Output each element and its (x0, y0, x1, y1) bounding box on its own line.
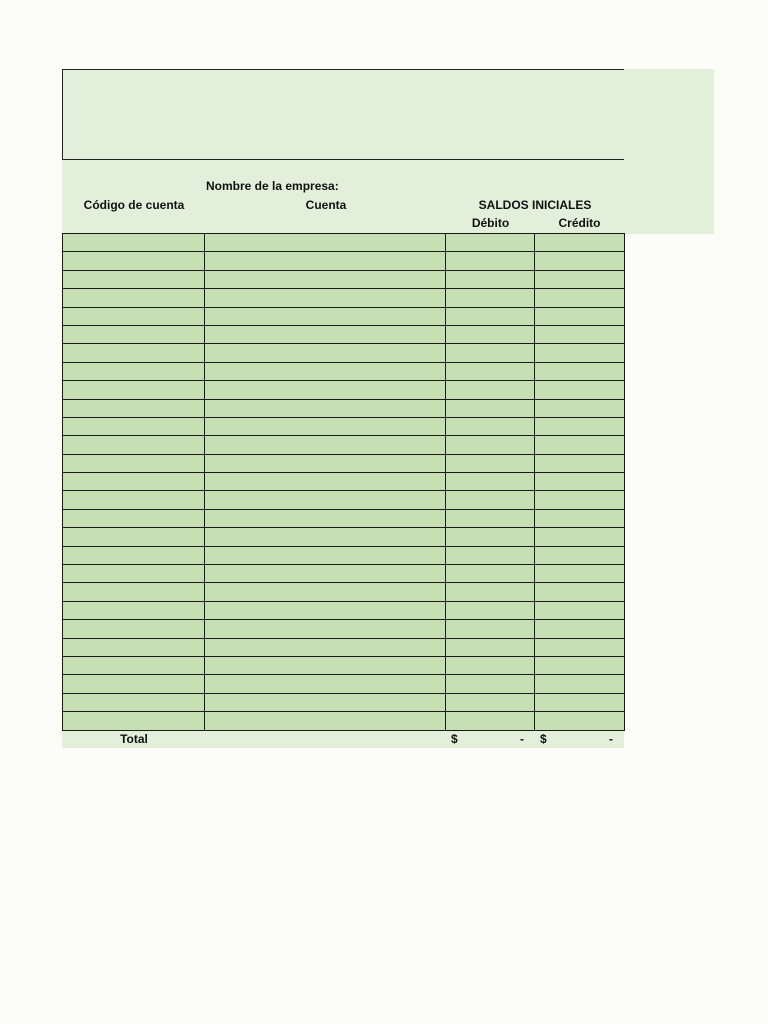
account-name-cell[interactable] (205, 473, 445, 491)
debit-cell[interactable] (445, 675, 535, 693)
debit-cell[interactable] (445, 509, 535, 527)
credit-cell[interactable] (535, 583, 625, 601)
credit-cell[interactable] (535, 693, 625, 711)
credit-cell[interactable] (535, 234, 625, 252)
credit-cell[interactable] (535, 362, 625, 380)
account-name-cell[interactable] (205, 565, 445, 583)
credit-cell[interactable] (535, 656, 625, 674)
account-name-cell[interactable] (205, 270, 445, 288)
credit-cell[interactable] (535, 473, 625, 491)
account-code-cell[interactable] (63, 620, 205, 638)
debit-cell[interactable] (445, 307, 535, 325)
debit-cell[interactable] (445, 528, 535, 546)
table-row (63, 528, 625, 546)
account-code-cell[interactable] (63, 491, 205, 509)
account-code-cell[interactable] (63, 565, 205, 583)
table-row (63, 381, 625, 399)
account-name-cell[interactable] (205, 362, 445, 380)
table-row (63, 454, 625, 472)
credit-cell[interactable] (535, 436, 625, 454)
account-name-cell[interactable] (205, 454, 445, 472)
account-name-cell[interactable] (205, 491, 445, 509)
account-code-cell[interactable] (63, 473, 205, 491)
account-name-cell[interactable] (205, 436, 445, 454)
credit-cell[interactable] (535, 344, 625, 362)
account-code-cell[interactable] (63, 583, 205, 601)
account-name-cell[interactable] (205, 675, 445, 693)
table-row (63, 601, 625, 619)
account-code-cell[interactable] (63, 417, 205, 435)
account-code-cell[interactable] (63, 675, 205, 693)
table-row (63, 399, 625, 417)
debit-cell[interactable] (445, 436, 535, 454)
account-name-cell[interactable] (205, 638, 445, 656)
account-name-cell[interactable] (205, 620, 445, 638)
debit-cell[interactable] (445, 344, 535, 362)
debit-cell[interactable] (445, 565, 535, 583)
table-row (63, 509, 625, 527)
account-name-cell[interactable] (205, 528, 445, 546)
table-row (63, 417, 625, 435)
debit-cell[interactable] (445, 399, 535, 417)
table-row (63, 362, 625, 380)
credit-cell[interactable] (535, 325, 625, 343)
credit-cell[interactable] (535, 289, 625, 307)
debit-cell[interactable] (445, 454, 535, 472)
debit-cell[interactable] (445, 583, 535, 601)
table-row (63, 436, 625, 454)
debit-cell[interactable] (445, 381, 535, 399)
debit-total-currency: $ (451, 732, 458, 746)
table-row (63, 325, 625, 343)
accounts-table (62, 233, 625, 731)
table-row (63, 289, 625, 307)
table-row (63, 675, 625, 693)
debit-cell[interactable] (445, 270, 535, 288)
account-name-cell[interactable] (205, 509, 445, 527)
table-row (63, 638, 625, 656)
table-row (63, 583, 625, 601)
debit-cell[interactable] (445, 289, 535, 307)
debit-cell[interactable] (445, 656, 535, 674)
debit-cell[interactable] (445, 417, 535, 435)
credit-cell[interactable] (535, 417, 625, 435)
debit-cell[interactable] (445, 638, 535, 656)
credit-cell[interactable] (535, 620, 625, 638)
table-row (63, 252, 625, 270)
account-code-cell[interactable] (63, 454, 205, 472)
debit-cell[interactable] (445, 473, 535, 491)
credit-cell[interactable] (535, 675, 625, 693)
debit-cell[interactable] (445, 252, 535, 270)
account-code-cell[interactable] (63, 601, 205, 619)
total-row (62, 731, 624, 748)
account-name-cell[interactable] (205, 344, 445, 362)
account-code-cell[interactable] (63, 693, 205, 711)
account-code-cell[interactable] (63, 344, 205, 362)
debit-total-value[interactable]: - (520, 732, 524, 746)
table-row (63, 693, 625, 711)
account-code-cell[interactable] (63, 270, 205, 288)
account-name-cell[interactable] (205, 234, 445, 252)
account-name-cell[interactable] (205, 307, 445, 325)
account-name-cell[interactable] (205, 546, 445, 564)
account-name-cell[interactable] (205, 693, 445, 711)
account-name-cell[interactable] (205, 601, 445, 619)
debit-cell[interactable] (445, 601, 535, 619)
table-row (63, 307, 625, 325)
column-header-debit: Débito (471, 216, 510, 230)
table-row (63, 270, 625, 288)
debit-cell[interactable] (445, 693, 535, 711)
account-code-cell[interactable] (63, 234, 205, 252)
credit-cell[interactable] (535, 528, 625, 546)
account-name-cell[interactable] (205, 325, 445, 343)
saldos-iniciales-header (446, 198, 624, 212)
account-name-cell[interactable] (205, 656, 445, 674)
account-code-cell[interactable] (63, 307, 205, 325)
account-name-cell[interactable] (205, 712, 445, 730)
table-row (63, 712, 625, 730)
table-row (63, 234, 625, 252)
credit-cell[interactable] (535, 601, 625, 619)
total-label: Total (120, 732, 148, 746)
account-name-cell[interactable] (205, 583, 445, 601)
account-name-cell[interactable] (205, 417, 445, 435)
title-frame (62, 69, 624, 160)
debit-cell[interactable] (445, 362, 535, 380)
account-code-cell[interactable] (63, 638, 205, 656)
credit-total-value[interactable]: - (609, 732, 613, 746)
column-header-account: Cuenta (305, 198, 347, 212)
debit-cell[interactable] (445, 491, 535, 509)
saldos-iniciales-label: SALDOS INICIALES (478, 198, 592, 212)
table-row (63, 620, 625, 638)
table-row (63, 344, 625, 362)
account-code-cell[interactable] (63, 656, 205, 674)
accounts-table-body (63, 234, 625, 731)
account-code-cell[interactable] (63, 509, 205, 527)
account-code-cell[interactable] (63, 325, 205, 343)
debit-cell[interactable] (445, 234, 535, 252)
credit-cell[interactable] (535, 712, 625, 730)
credit-cell[interactable] (535, 454, 625, 472)
account-code-cell[interactable] (63, 528, 205, 546)
account-code-cell[interactable] (63, 252, 205, 270)
table-row (63, 473, 625, 491)
company-name-label: Nombre de la empresa: (206, 179, 339, 193)
account-code-cell[interactable] (63, 546, 205, 564)
credit-total-currency: $ (540, 732, 547, 746)
column-header-code: Código de cuenta (83, 198, 185, 212)
credit-cell[interactable] (535, 509, 625, 527)
credit-cell[interactable] (535, 491, 625, 509)
account-name-cell[interactable] (205, 252, 445, 270)
debit-cell[interactable] (445, 712, 535, 730)
table-row (63, 565, 625, 583)
table-row (63, 491, 625, 509)
credit-cell[interactable] (535, 252, 625, 270)
debit-cell[interactable] (445, 546, 535, 564)
account-name-cell[interactable] (205, 289, 445, 307)
account-code-cell[interactable] (63, 289, 205, 307)
account-name-cell[interactable] (205, 399, 445, 417)
account-code-cell[interactable] (63, 436, 205, 454)
credit-cell[interactable] (535, 399, 625, 417)
table-row (63, 656, 625, 674)
credit-cell[interactable] (535, 546, 625, 564)
column-header-credit: Crédito (558, 216, 601, 230)
table-row (63, 546, 625, 564)
credit-cell[interactable] (535, 638, 625, 656)
credit-cell[interactable] (535, 381, 625, 399)
credit-cell[interactable] (535, 270, 625, 288)
account-code-cell[interactable] (63, 362, 205, 380)
credit-cell[interactable] (535, 565, 625, 583)
account-name-cell[interactable] (205, 381, 445, 399)
account-code-cell[interactable] (63, 381, 205, 399)
debit-cell[interactable] (445, 620, 535, 638)
credit-cell[interactable] (535, 307, 625, 325)
debit-cell[interactable] (445, 325, 535, 343)
account-code-cell[interactable] (63, 399, 205, 417)
account-code-cell[interactable] (63, 712, 205, 730)
